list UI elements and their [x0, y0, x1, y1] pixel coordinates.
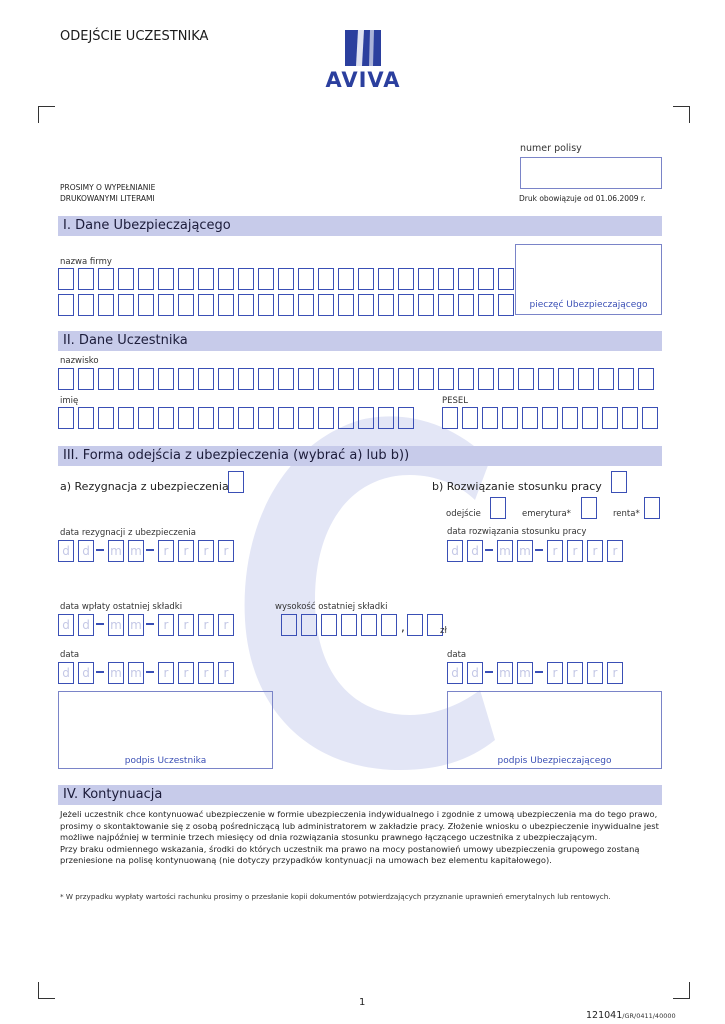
- surname-field[interactable]: [58, 368, 658, 390]
- last-payment-date-label: data wpłaty ostatniej składki: [60, 602, 183, 612]
- date-digit-box[interactable]: r: [198, 540, 214, 562]
- pesel-label: PESEL: [442, 396, 468, 406]
- sub-option-retirement-label: emerytura*: [522, 509, 571, 519]
- date-digit-box[interactable]: m: [497, 540, 513, 562]
- continuation-line-5: przeniesione na polisę kontynuowaną (nie dotyczy przypadków kontynuacji na umowach bez elementu kapitałowego).: [60, 855, 552, 865]
- page-number: 1: [359, 997, 366, 1008]
- resign-date-label: data rezygnacji z ubezpieczenia: [60, 528, 196, 538]
- option-a-label: a) Rezygnacja z ubezpieczenia: [60, 480, 229, 493]
- pesel-field[interactable]: [442, 407, 662, 429]
- date-separator: [535, 662, 543, 682]
- section-1-title: I. Dane Ubezpieczającego: [63, 218, 231, 233]
- date-digit-box[interactable]: r: [178, 540, 194, 562]
- date-digit-box[interactable]: m: [108, 614, 124, 636]
- first-name-field[interactable]: [58, 407, 418, 429]
- date-digit-box[interactable]: r: [218, 614, 234, 636]
- continuation-line-1: Jeżeli uczestnik chce kontynuować ubezpieczenie w formie ubezpieczenia indywidualnego i zgodnie z umową ubezpieczenia ma do tego prawo,: [60, 809, 658, 819]
- continuation-text: [60, 809, 664, 867]
- instructions-line-1: PROSIMY O WYPEŁNIANIE: [60, 183, 156, 192]
- date-left-label: data: [60, 650, 80, 660]
- date-digit-box[interactable]: r: [198, 614, 214, 636]
- document-title: ODEJŚCIE UCZESTNIKA: [60, 29, 209, 44]
- insurer-signature-label: podpis Ubezpieczającego: [497, 756, 612, 766]
- section-3-title: III. Forma odejścia z ubezpieczenia (wybrać a) lub b)): [63, 448, 410, 463]
- date-digit-box[interactable]: r: [158, 614, 174, 636]
- date-digit-box[interactable]: r: [158, 540, 174, 562]
- crop-mark: [673, 982, 690, 999]
- last-payment-amount-label: wysokość ostatniej składki: [275, 602, 388, 612]
- date-left-field[interactable]: [58, 662, 238, 684]
- form-code: [586, 1003, 676, 1022]
- date-digit-box[interactable]: d: [58, 662, 74, 684]
- date-digit-box[interactable]: d: [78, 540, 94, 562]
- date-digit-box[interactable]: m: [128, 662, 144, 684]
- section-1-header: [58, 216, 662, 236]
- section-3-header: [58, 446, 662, 466]
- crop-mark: [38, 106, 55, 123]
- company-name-row-2[interactable]: [58, 294, 518, 316]
- policy-number-label: numer polisy: [520, 143, 582, 154]
- company-name-label: nazwa firmy: [60, 257, 112, 267]
- currency-label: zł: [440, 626, 447, 636]
- date-right-field[interactable]: [447, 662, 627, 684]
- date-digit-box[interactable]: m: [517, 662, 533, 684]
- date-separator: [96, 662, 104, 682]
- policy-number-field[interactable]: [520, 157, 662, 189]
- date-digit-box[interactable]: d: [467, 662, 483, 684]
- section-4-header: [58, 785, 662, 805]
- date-digit-box[interactable]: m: [497, 662, 513, 684]
- date-digit-box[interactable]: m: [128, 540, 144, 562]
- participant-signature-label: podpis Uczestnika: [124, 756, 207, 766]
- aviva-logo: [318, 28, 408, 92]
- date-digit-box[interactable]: d: [447, 540, 463, 562]
- option-b-label: b) Rozwiązanie stosunku pracy: [432, 480, 602, 493]
- date-digit-box[interactable]: r: [567, 540, 583, 562]
- date-digit-box[interactable]: m: [108, 662, 124, 684]
- date-digit-box[interactable]: r: [198, 662, 214, 684]
- form-code-suffix: /GR/0411/40000: [622, 1012, 676, 1020]
- termination-date-field[interactable]: [447, 540, 627, 562]
- instructions-line-2: DRUKOWANYMI LITERAMI: [60, 194, 155, 203]
- date-digit-box[interactable]: d: [78, 614, 94, 636]
- date-digit-box[interactable]: m: [517, 540, 533, 562]
- crop-mark: [673, 106, 690, 123]
- company-name-row-1[interactable]: [58, 268, 518, 290]
- sub-option-pension-label: renta*: [613, 509, 640, 519]
- date-digit-box[interactable]: r: [158, 662, 174, 684]
- logo-mark-icon: [318, 28, 408, 68]
- option-a-checkbox[interactable]: [228, 471, 244, 493]
- last-payment-amount-field[interactable]: [281, 614, 447, 640]
- decimal-comma: ,: [401, 620, 405, 634]
- date-digit-box[interactable]: r: [587, 540, 603, 562]
- date-digit-box[interactable]: r: [547, 540, 563, 562]
- continuation-line-3: możliwe najpóźniej w terminie trzech miesięcy od dnia rozwiązania stosunku prawnego łączącego uczestnika z ubezpieczającym.: [60, 832, 598, 842]
- date-digit-box[interactable]: m: [128, 614, 144, 636]
- date-digit-box[interactable]: r: [178, 614, 194, 636]
- date-digit-box[interactable]: r: [567, 662, 583, 684]
- date-separator: [146, 662, 154, 682]
- first-name-label: imię: [60, 396, 79, 406]
- date-digit-box[interactable]: r: [218, 662, 234, 684]
- sub-option-leave-checkbox[interactable]: [490, 497, 506, 519]
- date-digit-box[interactable]: d: [58, 614, 74, 636]
- date-digit-box[interactable]: r: [607, 540, 623, 562]
- date-digit-box[interactable]: d: [447, 662, 463, 684]
- date-separator: [485, 540, 493, 560]
- date-digit-box[interactable]: r: [218, 540, 234, 562]
- sub-option-pension-checkbox[interactable]: [644, 497, 660, 519]
- date-digit-box[interactable]: d: [78, 662, 94, 684]
- option-b-checkbox[interactable]: [611, 471, 627, 493]
- insurer-stamp-label: pieczęć Ubezpieczającego: [529, 300, 648, 310]
- form-code-main: 121041: [586, 1010, 623, 1021]
- date-separator: [146, 540, 154, 560]
- date-digit-box[interactable]: r: [547, 662, 563, 684]
- date-separator: [485, 662, 493, 682]
- section-4-title: IV. Kontynuacja: [63, 787, 163, 802]
- section-2-title: II. Dane Uczestnika: [63, 333, 188, 348]
- logo-text: AVIVA: [325, 68, 401, 92]
- date-digit-box[interactable]: d: [467, 540, 483, 562]
- date-digit-box[interactable]: d: [58, 540, 74, 562]
- continuation-line-4: Przy braku odmiennego wskazania, środki do których uczestnik ma prawo na mocy postanowień umowy ubezpieczenia grupowego zostaną: [60, 843, 640, 854]
- date-digit-box[interactable]: r: [587, 662, 603, 684]
- termination-date-label: data rozwiązania stosunku pracy: [447, 527, 587, 537]
- last-payment-date-field[interactable]: [58, 614, 238, 636]
- sub-option-retirement-checkbox[interactable]: [581, 497, 597, 519]
- date-right-label: data: [447, 650, 467, 660]
- continuation-line-2: prosimy o skontaktowanie się z osobą pośredniczącą lub administratorem w zakładzie pracy. Złożenie wniosku o ubezpieczenie inywidualne jest: [60, 820, 659, 831]
- surname-label: nazwisko: [60, 356, 99, 366]
- date-separator: [96, 540, 104, 560]
- date-digit-box[interactable]: r: [178, 662, 194, 684]
- section-2-header: [58, 331, 662, 351]
- date-separator: [96, 614, 104, 634]
- date-separator: [535, 540, 543, 560]
- resign-date-field[interactable]: [58, 540, 238, 562]
- date-separator: [146, 614, 154, 634]
- date-digit-box[interactable]: r: [607, 662, 623, 684]
- date-digit-box[interactable]: m: [108, 540, 124, 562]
- footnote: * W przypadku wypłaty wartości rachunku prosimy o przesłanie kopii dokumentów potwierdzających przyznanie uprawnień emerytalnych lub rentowych.: [60, 892, 611, 901]
- crop-mark: [38, 982, 55, 999]
- sub-option-leave-label: odejście: [446, 509, 481, 519]
- valid-from-note: Druk obowiązuje od 01.06.2009 r.: [519, 194, 646, 203]
